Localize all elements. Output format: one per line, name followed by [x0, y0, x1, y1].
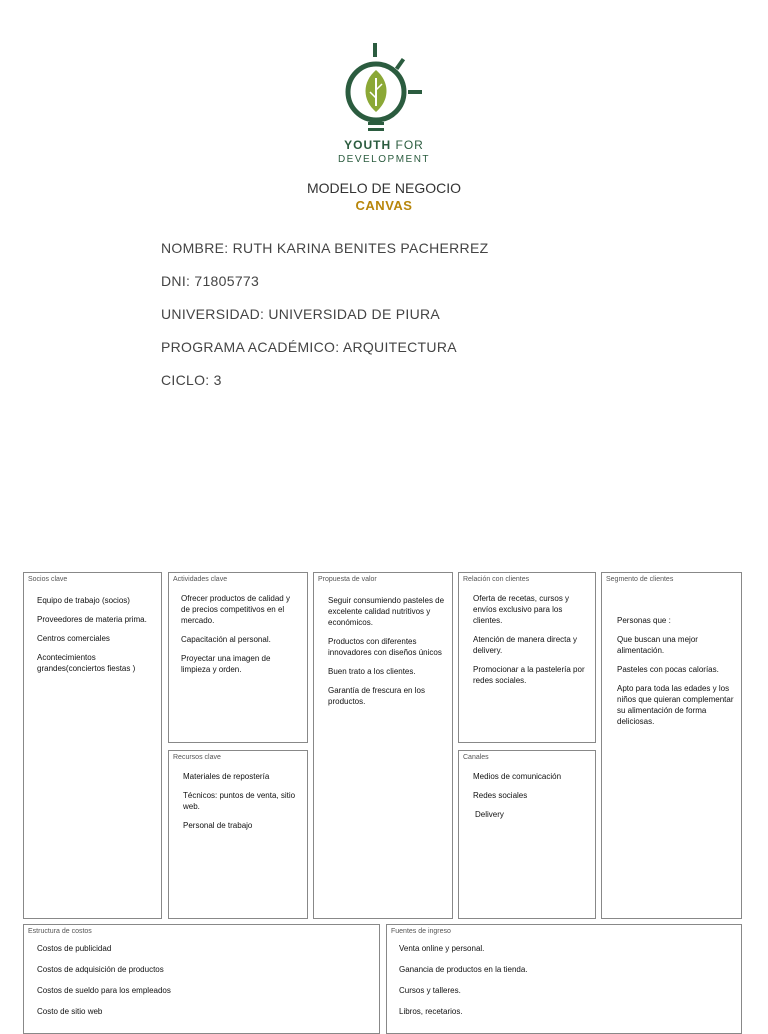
list-item: Proyectar una imagen de limpieza y orden.	[181, 654, 271, 674]
list-item: Apto para toda las edades y los niños que quieran complementar su alimentación de forma deliciosas.	[617, 684, 734, 726]
socios-clave-title: Socios clave	[28, 576, 68, 583]
info-universidad: UNIVERSIDAD: UNIVERSIDAD DE PIURA	[161, 306, 441, 322]
recursos-clave-list	[183, 771, 301, 839]
logo	[330, 40, 438, 170]
segmento-clientes-title: Segmento de clientes	[606, 576, 674, 583]
list-item: Cursos y talleres.	[399, 986, 461, 995]
list-item: Delivery	[475, 810, 504, 819]
socios-clave-list	[37, 595, 159, 682]
fuentes-ingreso-list	[399, 943, 729, 1027]
canales-title: Canales	[463, 754, 489, 761]
segmento-clientes-list	[617, 615, 739, 735]
propuesta-valor-box	[313, 572, 453, 919]
list-item: Centros comerciales	[37, 634, 110, 643]
list-item: Personal de trabajo	[183, 821, 253, 830]
socios-clave-box	[23, 572, 162, 919]
list-item: Costos de adquisición de productos	[37, 965, 164, 974]
list-item: Costo de sitio web	[37, 1007, 103, 1016]
list-item: Equipo de trabajo (socios)	[37, 596, 130, 605]
list-item: Costos de publicidad	[37, 944, 112, 953]
page-subtitle: CANVAS	[355, 198, 413, 213]
list-item: Seguir consumiendo pasteles de excelente calidad nutritivos y económicos.	[328, 596, 445, 627]
list-item: Acontecimientos grandes(conciertos fiestas )	[37, 653, 136, 673]
estructura-costos-list	[37, 943, 367, 1027]
logo-subtitle: DEVELOPMENT	[337, 154, 431, 165]
relacion-clientes-box	[458, 572, 596, 743]
list-item: Costos de sueldo para los empleados	[37, 986, 171, 995]
relacion-clientes-title: Relación con clientes	[463, 576, 530, 583]
list-item: Buen trato a los clientes.	[328, 667, 416, 676]
actividades-clave-list	[181, 593, 293, 683]
fuentes-ingreso-box	[386, 924, 742, 1034]
recursos-clave-title: Recursos clave	[173, 754, 221, 761]
list-item: Venta online y personal.	[399, 944, 485, 953]
list-item: Libros, recetarios.	[399, 1007, 463, 1016]
list-item: Ganancia de productos en la tienda.	[399, 965, 528, 974]
list-item: Promocionar a la pastelería por redes sociales.	[473, 665, 585, 685]
list-item: Ofrecer productos de calidad y de precios competitivos en el mercado.	[181, 594, 290, 625]
estructura-costos-box	[23, 924, 380, 1034]
relacion-clientes-list	[473, 593, 591, 694]
list-item: Garantía de frescura en los productos.	[328, 686, 425, 706]
list-item: Capacitación al personal.	[181, 635, 271, 644]
actividades-clave-box	[168, 572, 308, 743]
logo-brand-for: FOR	[395, 138, 424, 152]
actividades-clave-title: Actividades clave	[173, 576, 228, 583]
list-item: Que buscan una mejor alimentación.	[617, 635, 698, 655]
list-item: Redes sociales	[473, 791, 528, 800]
list-item: Medios de comunicación	[473, 772, 562, 781]
info-dni: DNI: 71805773	[161, 273, 260, 289]
list-item: Materiales de repostería	[183, 772, 270, 781]
canales-list	[473, 771, 591, 828]
logo-brand-main: YOUTH	[344, 138, 392, 152]
page-title: MODELO DE NEGOCIO	[306, 180, 462, 196]
segmento-clientes-box	[601, 572, 742, 919]
info-programa: PROGRAMA ACADÉMICO: ARQUITECTURA	[161, 339, 457, 355]
info-ciclo: CICLO: 3	[161, 372, 222, 388]
fuentes-ingreso-title: Fuentes de ingreso	[391, 928, 451, 935]
canales-box	[458, 750, 596, 919]
estructura-costos-title: Estructura de costos	[28, 928, 92, 935]
lightbulb-leaf-icon	[330, 40, 438, 140]
recursos-clave-box	[168, 750, 308, 919]
propuesta-valor-list	[328, 595, 446, 715]
list-item: Pasteles con pocas calorías.	[617, 665, 719, 674]
list-item: Proveedores de materia prima.	[37, 615, 147, 624]
list-item: Atención de manera directa y delivery.	[473, 635, 578, 655]
list-item: Productos con diferentes innovadores con diseños únicos	[328, 637, 442, 657]
logo-brand	[330, 138, 438, 152]
info-nombre: NOMBRE: RUTH KARINA BENITES PACHERREZ	[161, 240, 489, 256]
list-item: Técnicos: puntos de venta, sitio web.	[183, 791, 296, 811]
propuesta-valor-title: Propuesta de valor	[318, 576, 377, 583]
list-item: Personas que :	[617, 616, 671, 625]
list-item: Oferta de recetas, cursos y envíos exclusivo para los clientes.	[473, 594, 570, 625]
